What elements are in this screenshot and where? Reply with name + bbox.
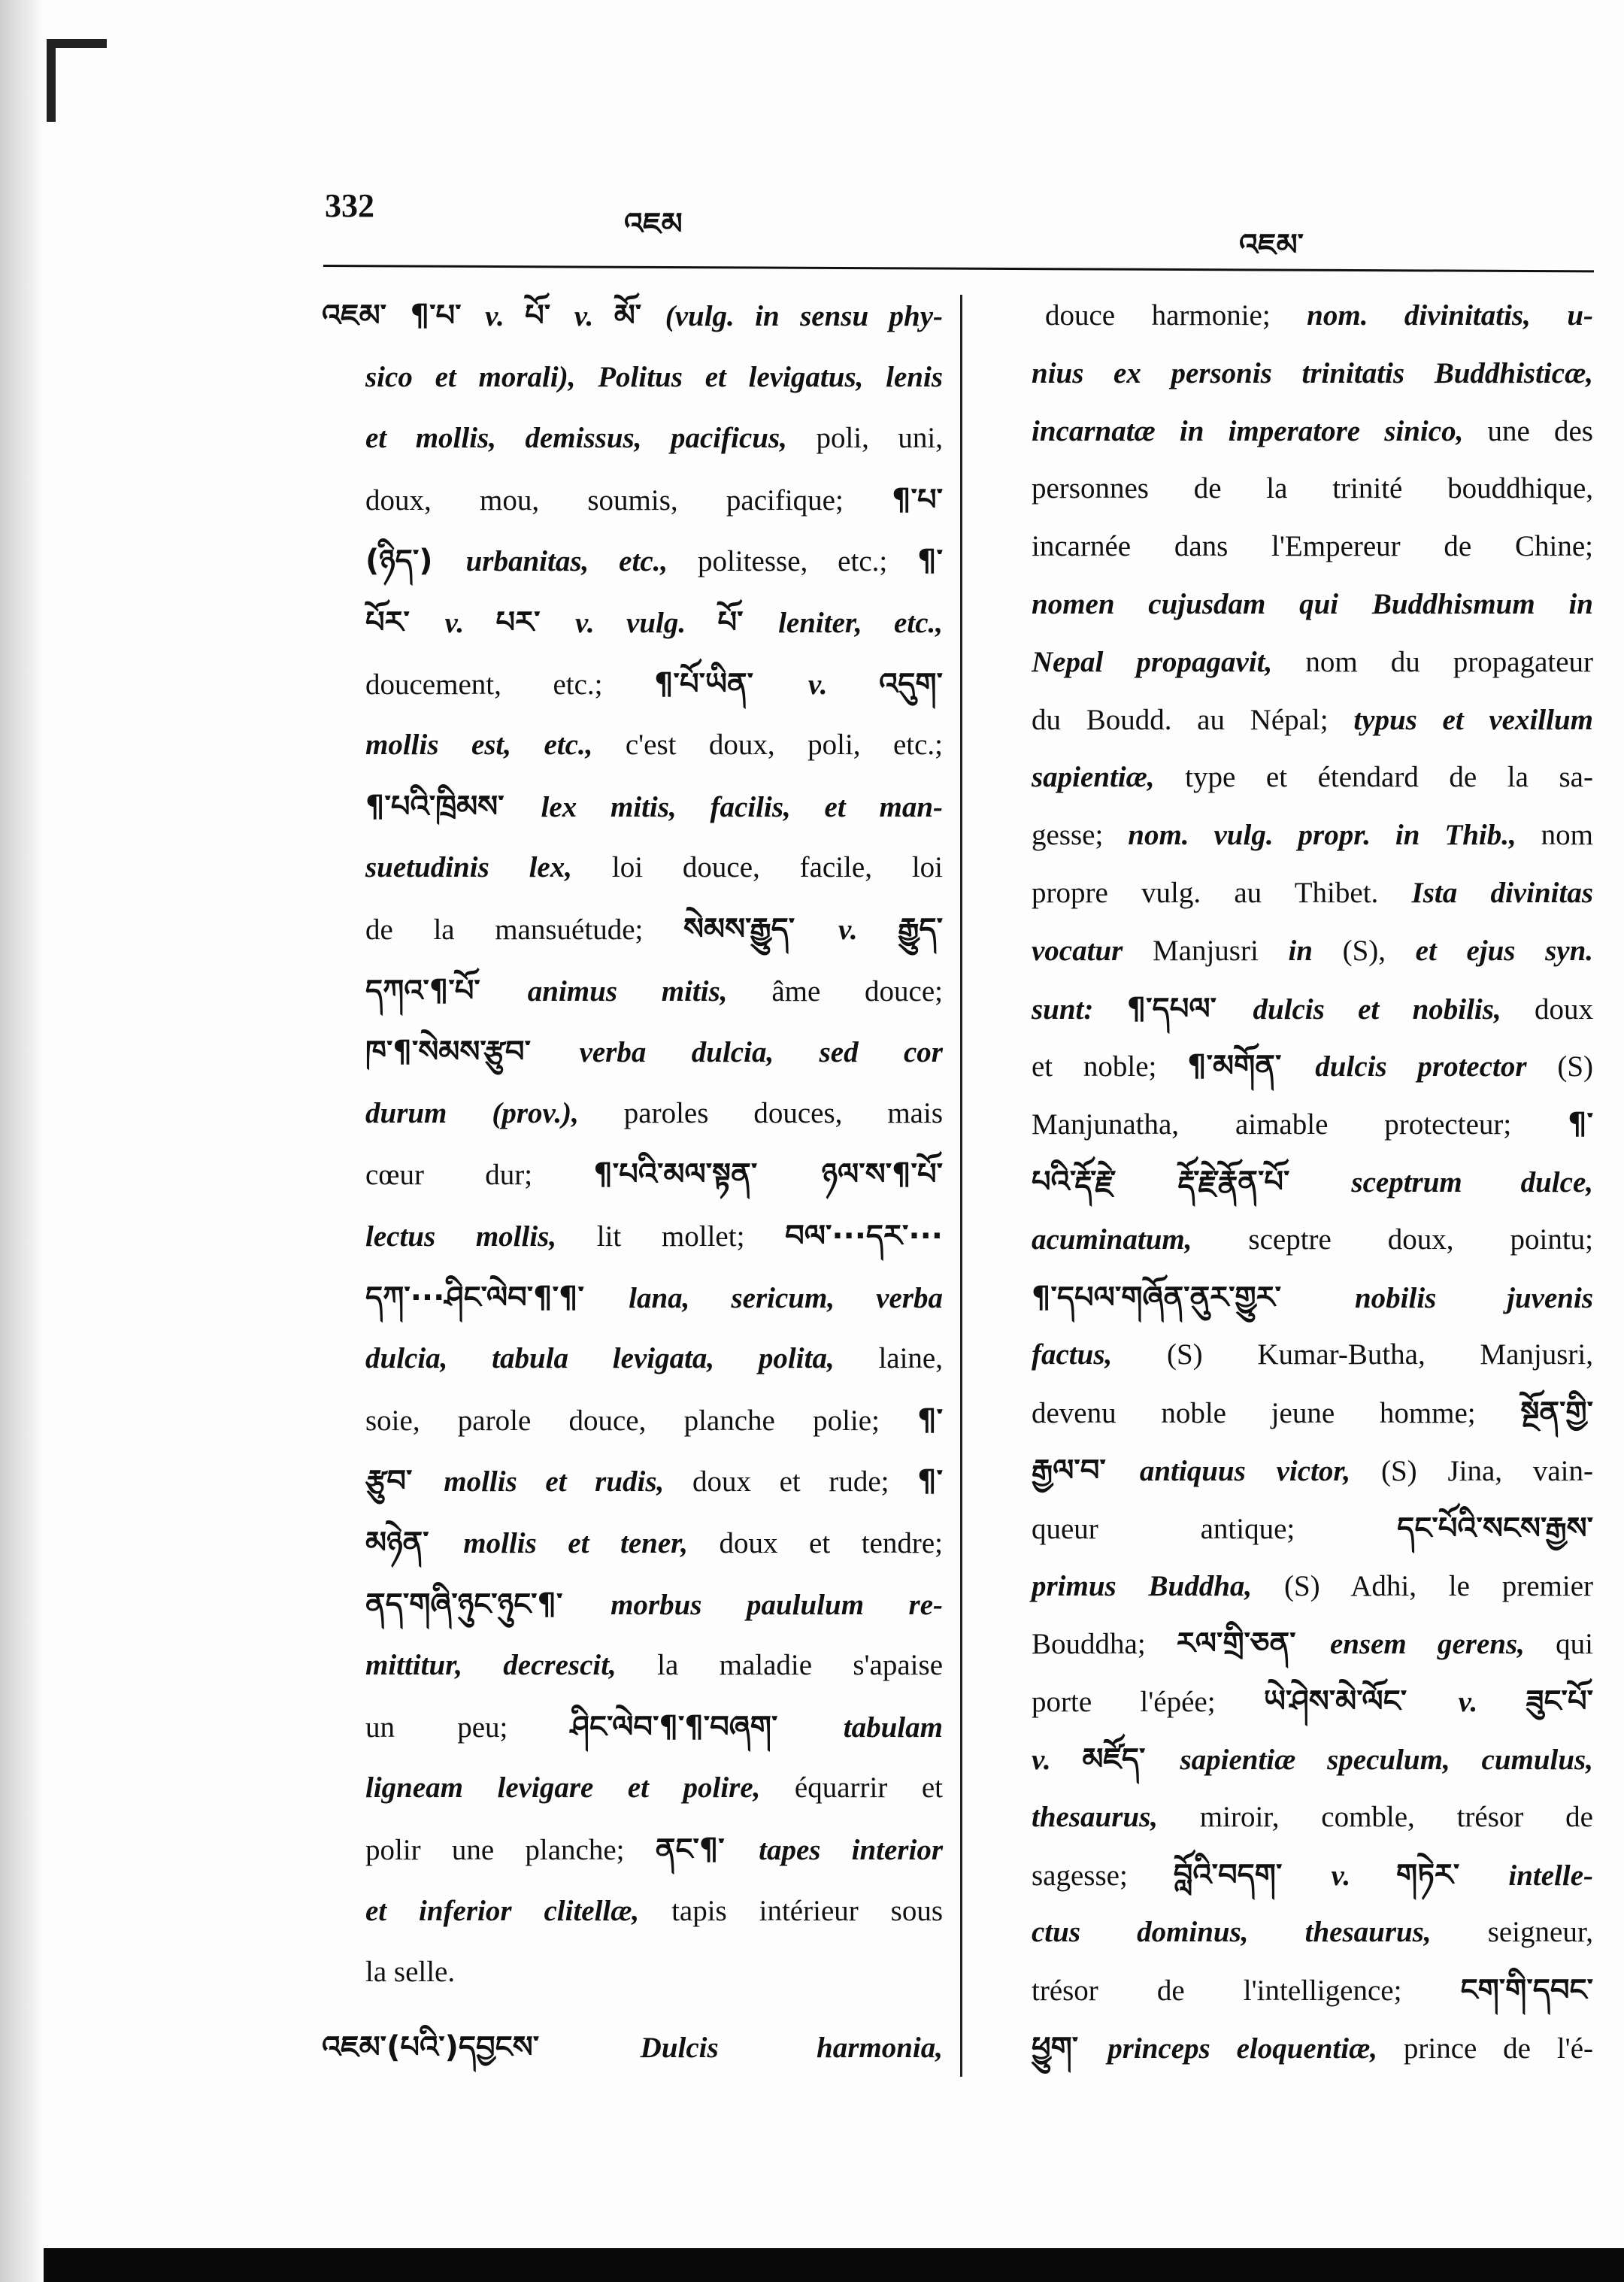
french-gloss: laine, bbox=[878, 1342, 943, 1375]
latin-gloss: et ejus syn. bbox=[1415, 934, 1594, 967]
right-text-line bbox=[1032, 1279, 1593, 1317]
tibetan-text: ནད་གཞི་ཉུང་ཉུང་¶་ bbox=[365, 1586, 611, 1622]
latin-gloss: nom. vulg. propr. in Thib., bbox=[1128, 819, 1541, 852]
latin-gloss: princeps eloquentiæ, bbox=[1107, 2032, 1404, 2065]
french-gloss: tapis intérieur sous bbox=[671, 1894, 943, 1927]
latin-gloss: sunt: bbox=[1032, 993, 1127, 1026]
tibetan-text: རྒྱལ་བ་ bbox=[1032, 1453, 1140, 1488]
latin-gloss: v. bbox=[444, 607, 496, 639]
french-gloss: une des bbox=[1487, 414, 1593, 447]
latin-gloss: verba dulcia, sed cor bbox=[579, 1036, 943, 1069]
tibetan-text: རྩུབ་ bbox=[365, 1464, 444, 1499]
latin-gloss: Dulcis harmonia, bbox=[640, 2031, 943, 2064]
french-gloss: équarrir et bbox=[794, 1771, 943, 1805]
latin-gloss: incarnatæ in imperatore sinico, bbox=[1032, 414, 1488, 447]
right-text-line bbox=[1032, 1914, 1593, 1951]
french-gloss: paroles douces, mais bbox=[623, 1096, 943, 1129]
latin-gloss: suetudinis lex, bbox=[365, 851, 612, 884]
tibetan-text: ¶་ bbox=[1568, 1107, 1593, 1142]
latin-gloss: nom. divinitatis, u- bbox=[1307, 299, 1593, 332]
left-text-line bbox=[365, 788, 943, 826]
french-gloss: Bouddha; bbox=[1032, 1628, 1177, 1661]
latin-gloss: primus Buddha, bbox=[1032, 1569, 1284, 1602]
right-text-line bbox=[1032, 1336, 1593, 1374]
latin-gloss: sapientiæ speculum, cumulus, bbox=[1180, 1744, 1593, 1776]
french-gloss: doux et tendre; bbox=[719, 1527, 943, 1559]
tibetan-text: པོ་ bbox=[525, 299, 574, 333]
right-text-line bbox=[1032, 1163, 1593, 1202]
scan-corner-mark bbox=[47, 39, 107, 48]
left-text-line bbox=[365, 972, 943, 1011]
tibetan-text: བློའི་བདག་ bbox=[1173, 1857, 1332, 1893]
latin-gloss: dulcis et nobilis, bbox=[1253, 993, 1535, 1026]
tibetan-text: ཁ་¶་སེམས་རྩུབ་ bbox=[365, 1035, 580, 1070]
latin-gloss: dulcia, tabula levigata, polita, bbox=[365, 1342, 879, 1375]
latin-gloss: lex mitis, facilis, et man- bbox=[541, 790, 944, 823]
scan-corner-mark bbox=[47, 39, 56, 122]
left-text-line bbox=[365, 911, 943, 949]
tibetan-text: པར་ bbox=[495, 605, 576, 640]
french-gloss: propre vulg. au Thibet. bbox=[1032, 877, 1412, 909]
latin-gloss: typus et vexillum bbox=[1353, 703, 1594, 736]
left-text-line bbox=[365, 1156, 943, 1194]
french-gloss: doux bbox=[1535, 993, 1593, 1026]
french-gloss: poli, uni, bbox=[816, 422, 944, 455]
latin-gloss: intelle- bbox=[1508, 1859, 1593, 1892]
right-text-line bbox=[1032, 1047, 1593, 1086]
french-gloss: soie, parole douce, planche polie; bbox=[365, 1404, 918, 1437]
french-gloss: de la mansuétude; bbox=[365, 914, 683, 946]
tibetan-text: ¶་ bbox=[917, 544, 943, 579]
right-text-line bbox=[1032, 702, 1593, 739]
latin-gloss: mollis est, etc., bbox=[365, 729, 626, 762]
tibetan-text: རལ་གྲི་ཅན་ bbox=[1176, 1626, 1330, 1662]
right-text-line bbox=[1032, 586, 1593, 623]
tibetan-text: ¶་དཔལ་ bbox=[1126, 991, 1253, 1026]
latin-gloss: tabulam bbox=[843, 1711, 943, 1744]
tibetan-text: (ཉིད་) bbox=[365, 544, 466, 579]
tibetan-text: ཕྱུག་ bbox=[1032, 2031, 1108, 2065]
right-text-line bbox=[1032, 1105, 1593, 1144]
right-text-line bbox=[1032, 1856, 1593, 1895]
french-gloss: Manjusri bbox=[1152, 934, 1289, 967]
latin-gloss: acuminatum, bbox=[1032, 1223, 1249, 1256]
left-text-line bbox=[365, 1769, 943, 1807]
left-text-line bbox=[365, 726, 943, 764]
latin-gloss: (vulg. in sensu phy- bbox=[665, 300, 943, 332]
tibetan-text: ¶་མགོན་ bbox=[1187, 1049, 1316, 1084]
french-gloss: qui bbox=[1556, 1628, 1593, 1661]
tibetan-text: ཟུང་པོ་ bbox=[1526, 1684, 1593, 1720]
tibetan-text: འདུག་ bbox=[879, 666, 943, 702]
tibetan-text: ངག་གི་དབང་ bbox=[1460, 1973, 1593, 2008]
tibetan-text: འཇམ་(པའི་)དབྱངས་ bbox=[322, 2029, 641, 2065]
french-gloss: la selle. bbox=[365, 1956, 456, 1989]
latin-gloss: Nepal propagavit, bbox=[1032, 645, 1306, 678]
right-text-line bbox=[1032, 1221, 1593, 1259]
latin-gloss: v. vulg. bbox=[575, 607, 718, 639]
french-gloss: (S) bbox=[1557, 1050, 1593, 1083]
right-text-line bbox=[1032, 1510, 1593, 1548]
tibetan-text: དཀ་···ཤིང་ལེབ་¶་¶་ bbox=[365, 1280, 629, 1315]
latin-gloss: mollis et rudis, bbox=[444, 1465, 692, 1499]
tibetan-text: མཉེན་ bbox=[365, 1526, 464, 1560]
latin-gloss: dulcis protector bbox=[1315, 1050, 1558, 1083]
left-text-line bbox=[365, 1831, 943, 1869]
french-gloss: sagesse; bbox=[1032, 1859, 1174, 1892]
left-text-line bbox=[365, 542, 943, 580]
latin-gloss: v. bbox=[1032, 1744, 1083, 1776]
french-gloss: doucement, etc.; bbox=[365, 668, 655, 701]
right-text-line bbox=[1032, 413, 1593, 450]
french-gloss: devenu noble jeune homme; bbox=[1032, 1397, 1521, 1430]
left-text-line bbox=[365, 1586, 943, 1624]
latin-gloss: ensem gerens, bbox=[1329, 1628, 1556, 1661]
tibetan-text: ¶་པོ་ཡིན་ bbox=[654, 666, 808, 702]
latin-gloss: animus mitis, bbox=[527, 974, 772, 1008]
column-divider bbox=[960, 295, 962, 2077]
tibetan-text: ¶་ bbox=[917, 1464, 943, 1499]
left-text-line bbox=[365, 359, 943, 396]
tibetan-text: ཡེ་ཤེས་མེ་ལོང་ bbox=[1263, 1684, 1459, 1720]
right-text-line bbox=[1032, 874, 1593, 912]
tibetan-text: ¶་དཔལ་གཞོན་ནུར་གྱུར་ bbox=[1032, 1280, 1355, 1315]
french-gloss: miroir, comble, trésor de bbox=[1199, 1800, 1593, 1833]
french-gloss: trésor de l'intelligence; bbox=[1032, 1974, 1461, 2008]
left-text-line bbox=[365, 1033, 943, 1071]
right-text-line bbox=[1032, 1741, 1593, 1779]
latin-gloss: v. bbox=[838, 914, 898, 946]
tibetan-text: ¶་ bbox=[917, 1402, 943, 1438]
latin-gloss: ligneam levigare et polire, bbox=[365, 1771, 795, 1805]
french-gloss: du Boudd. au Népal; bbox=[1032, 703, 1354, 736]
latin-gloss: antiquus victor, bbox=[1139, 1455, 1381, 1487]
latin-gloss: lana, sericum, verba bbox=[629, 1281, 943, 1314]
right-text-line bbox=[1032, 990, 1593, 1029]
french-gloss: doux et rude; bbox=[692, 1465, 918, 1499]
tibetan-text: དང་པོའི་སངས་རྒྱས་ bbox=[1397, 1511, 1593, 1546]
right-text-line bbox=[1032, 759, 1593, 796]
right-text-line bbox=[1032, 1452, 1593, 1490]
tibetan-text: ¶་པའི་མལ་སྟན་ ཉལ་ས་¶་པོ་ bbox=[593, 1157, 943, 1193]
tibetan-text: བལ་···དར་··· bbox=[785, 1219, 943, 1253]
tibetan-text: པའི་རྡོ་རྗེ་ རྡོ་རྗེ་རྣོན་པོ་ bbox=[1032, 1165, 1352, 1199]
french-gloss: nom bbox=[1541, 819, 1594, 852]
latin-gloss: mittitur, decrescit, bbox=[365, 1649, 658, 1682]
left-text-line bbox=[365, 604, 943, 642]
french-gloss: personnes de la trinité bouddhique, bbox=[1032, 472, 1593, 505]
latin-gloss: sceptrum dulce, bbox=[1351, 1166, 1594, 1199]
french-gloss: seigneur, bbox=[1487, 1916, 1593, 1949]
left-text-line bbox=[365, 1095, 943, 1132]
right-text-line bbox=[1032, 1625, 1593, 1663]
left-text-line bbox=[365, 1279, 943, 1317]
tibetan-text: གཏེར་ bbox=[1396, 1857, 1509, 1893]
latin-gloss: tapes interior bbox=[759, 1834, 944, 1866]
scan-bottom-border bbox=[44, 2248, 1624, 2282]
french-gloss: politesse, etc.; bbox=[698, 545, 918, 578]
running-head-left: འཇམ bbox=[624, 207, 683, 241]
french-gloss: incarnée dans l'Empereur de Chine; bbox=[1032, 530, 1593, 563]
right-text-line bbox=[1032, 1683, 1593, 1721]
left-text-line bbox=[365, 1340, 943, 1377]
latin-gloss: v. bbox=[1331, 1859, 1397, 1892]
latin-gloss: et inferior clitellæ, bbox=[365, 1894, 672, 1927]
latin-gloss: nobilis juvenis bbox=[1354, 1281, 1593, 1314]
right-text-line bbox=[1032, 2029, 1593, 2068]
latin-gloss: v. bbox=[807, 668, 880, 701]
latin-gloss: morbus paululum re- bbox=[611, 1588, 943, 1621]
french-gloss: lit mollet; bbox=[596, 1220, 786, 1253]
tibetan-text: མོ་ bbox=[614, 299, 665, 333]
tibetan-text: ནང་¶་ bbox=[655, 1832, 759, 1867]
latin-gloss: in bbox=[1288, 934, 1343, 967]
french-gloss: queur antique; bbox=[1032, 1512, 1398, 1545]
right-text-line bbox=[1032, 1799, 1593, 1836]
latin-gloss: urbanitas, etc., bbox=[465, 545, 698, 578]
right-text-line bbox=[1032, 817, 1593, 854]
tibetan-text: དཀའ་¶་པོ་ bbox=[365, 973, 528, 1008]
right-text-line bbox=[1032, 355, 1593, 392]
latin-gloss: factus, bbox=[1032, 1338, 1167, 1371]
french-gloss: gesse; bbox=[1032, 819, 1129, 852]
left-text-line bbox=[365, 1647, 943, 1684]
left-text-line bbox=[365, 1462, 943, 1501]
latin-gloss: nomen cujusdam qui Buddhismum in bbox=[1032, 588, 1593, 620]
latin-gloss: thesaurus, bbox=[1032, 1800, 1200, 1833]
french-gloss: (S) Kumar-Butha, Manjusri, bbox=[1166, 1338, 1593, 1371]
right-text-line bbox=[1032, 470, 1593, 508]
tibetan-text: ཤིང་ལེབ་¶་¶་བཞག་ bbox=[570, 1709, 844, 1744]
left-text-line bbox=[365, 1708, 943, 1747]
french-gloss: la maladie s'apaise bbox=[657, 1649, 944, 1682]
left-text-line bbox=[365, 849, 943, 886]
header-rule bbox=[323, 265, 1594, 272]
right-text-line bbox=[1032, 1568, 1593, 1605]
french-gloss: âme douce; bbox=[771, 974, 943, 1008]
page-number: 332 bbox=[325, 187, 374, 224]
french-gloss: c'est doux, poli, etc.; bbox=[625, 729, 943, 762]
left-text-line bbox=[322, 2029, 943, 2067]
french-gloss: Manjunatha, aimable protecteur; bbox=[1032, 1108, 1568, 1141]
right-text-line bbox=[1032, 644, 1593, 681]
tibetan-text: ¶་པ་ bbox=[892, 482, 943, 517]
latin-gloss: Ista divinitas bbox=[1411, 877, 1593, 909]
latin-gloss: et mollis, demissus, pacificus, bbox=[365, 422, 817, 455]
latin-gloss: v. bbox=[485, 300, 526, 332]
left-text-line bbox=[365, 481, 943, 520]
scan-edge-shadow bbox=[0, 0, 44, 2282]
french-gloss: type et étendard de la sa- bbox=[1185, 761, 1593, 794]
latin-gloss: leniter, etc., bbox=[778, 607, 943, 639]
french-gloss: un peu; bbox=[365, 1711, 571, 1744]
tibetan-text: སྔོན་གྱི་ bbox=[1520, 1396, 1593, 1431]
left-text-line bbox=[365, 1524, 943, 1562]
latin-gloss: v. bbox=[574, 300, 614, 332]
french-gloss: cœur dur; bbox=[365, 1159, 594, 1192]
latin-gloss: sapientiæ, bbox=[1032, 761, 1186, 794]
latin-gloss: lectus mollis, bbox=[365, 1220, 597, 1253]
latin-gloss: nius ex personis trinitatis Buddhisticæ, bbox=[1032, 356, 1593, 389]
french-gloss: douce harmonie; bbox=[1045, 299, 1307, 332]
french-gloss: (S) Jina, vain- bbox=[1380, 1455, 1593, 1487]
french-gloss: prince de l'é- bbox=[1403, 2032, 1593, 2065]
french-gloss: doux, mou, soumis, pacifique; bbox=[365, 483, 892, 517]
right-text-line bbox=[1045, 297, 1593, 335]
tibetan-text: མཛོད་ bbox=[1082, 1742, 1180, 1777]
french-gloss: (S), bbox=[1342, 934, 1416, 967]
french-gloss: porte l'épée; bbox=[1032, 1686, 1264, 1719]
right-text-line bbox=[1032, 528, 1593, 565]
latin-gloss: vocatur bbox=[1032, 934, 1153, 967]
running-head-right: འཇམ་ bbox=[1239, 228, 1304, 262]
left-text-line bbox=[365, 420, 943, 457]
right-text-line bbox=[1032, 1971, 1593, 2010]
french-gloss: (S) Adhi, le premier bbox=[1283, 1569, 1593, 1602]
left-text-line bbox=[322, 297, 943, 335]
latin-gloss: ctus dominus, thesaurus, bbox=[1032, 1916, 1488, 1949]
tibetan-text: ¶་པའི་ཁྲིམས་ bbox=[365, 789, 541, 824]
french-gloss: et noble; bbox=[1032, 1050, 1188, 1083]
tibetan-text: རྒྱུད་ bbox=[898, 912, 943, 947]
french-gloss: loi douce, facile, loi bbox=[611, 851, 943, 884]
left-text-line bbox=[365, 1402, 943, 1440]
left-text-line bbox=[365, 665, 943, 704]
french-gloss: nom du propagateur bbox=[1305, 645, 1594, 678]
right-text-line bbox=[1032, 1394, 1593, 1432]
tibetan-text: པོར་ bbox=[365, 605, 445, 640]
tibetan-text: སེམས་རྒྱུད་ bbox=[683, 912, 838, 947]
right-text-line bbox=[1032, 932, 1593, 970]
tibetan-text: འཇམ་ ¶་པ་ bbox=[322, 299, 486, 333]
left-text-line bbox=[365, 1217, 943, 1256]
latin-gloss: durum (prov.), bbox=[365, 1096, 624, 1129]
latin-gloss: v. bbox=[1458, 1686, 1526, 1719]
latin-gloss: sico et morali), Politus et levigatus, lenis bbox=[365, 360, 943, 393]
french-gloss: polir une planche; bbox=[365, 1834, 656, 1866]
tibetan-text: པོ་ bbox=[717, 605, 779, 640]
left-text-line bbox=[365, 1893, 943, 1930]
left-text-line bbox=[365, 1953, 943, 1991]
french-gloss: sceptre doux, pointu; bbox=[1248, 1223, 1593, 1256]
latin-gloss: mollis et tener, bbox=[463, 1527, 720, 1559]
